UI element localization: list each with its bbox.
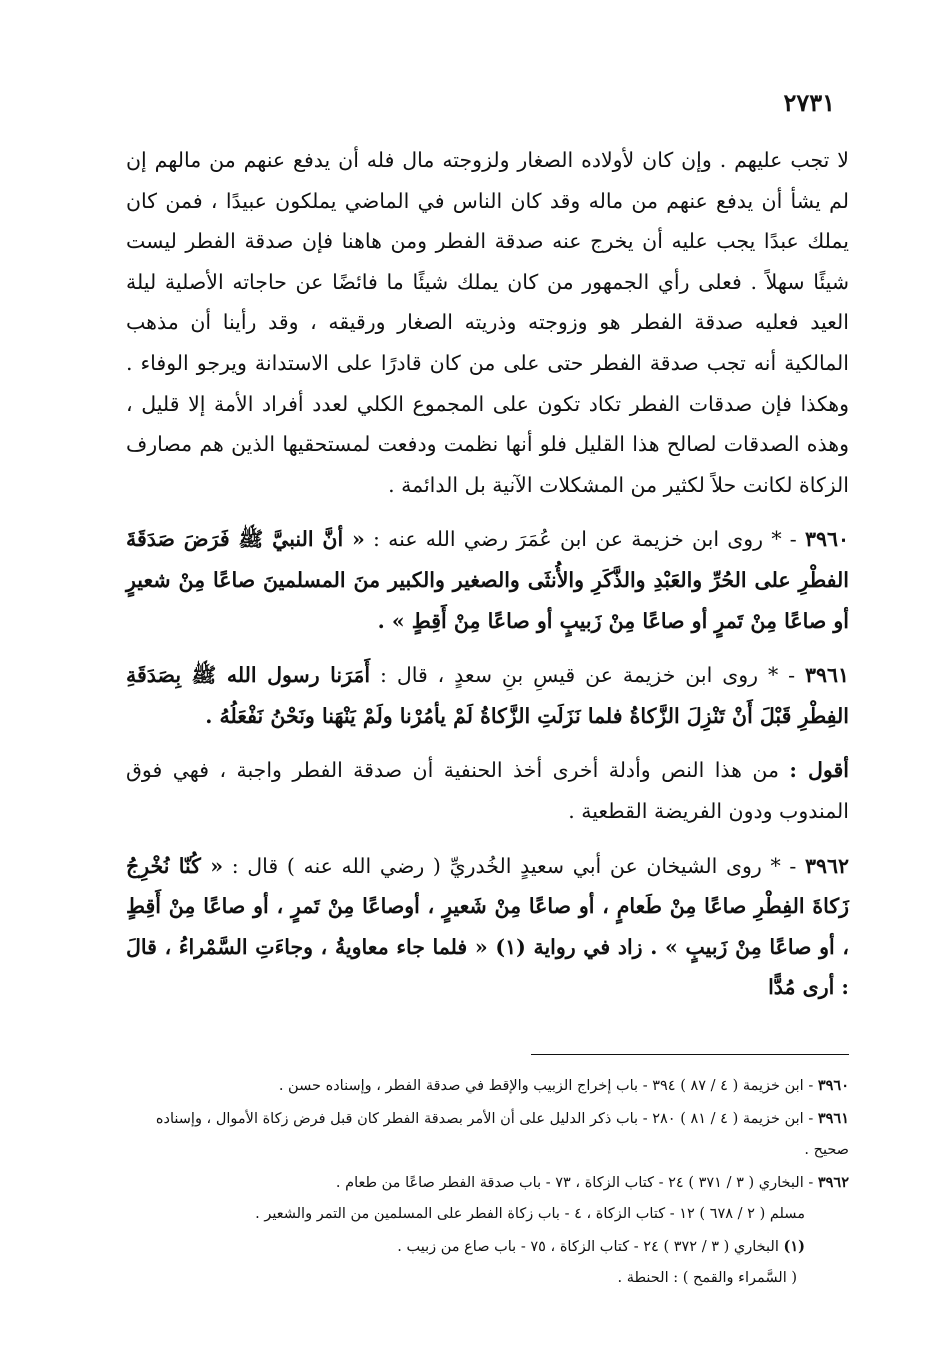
footnote-1 xyxy=(126,1231,849,1264)
footnote-text: البخاري ( ٣ / ٣٧٢ ) ٢٤ - كتاب الزكاة ، ٧٥ - باب صاع من زبيب . xyxy=(397,1238,779,1255)
hadith-number: ٣٩٦١ xyxy=(804,663,849,688)
hadith-quote: أَمَرَنا رسول الله ﷺ بِصَدَقَةِ الفِطْرِ قَبْلَ أَنْ تَنْزِلَ الزَّكاةُ فلما نَزَلَتِ الزَّكاةُ لَمْ يأمُرْنا ولَمْ يَنْهَنا ونَحْنُ نَفْعَلُهُ . xyxy=(126,663,849,728)
footnote-dash: - xyxy=(803,1110,814,1127)
hadith-number: ٣٩٦٠ xyxy=(804,527,849,552)
footnote-text: ابن خزيمة ( ٤ / ٨١ ) ٢٨٠ - باب ذكر الدليل على أن الأمر بصدقة الفطر كان قبل فرض زكاة الأموال ، وإسناده صحيح . xyxy=(155,1110,849,1158)
star-marker: - * xyxy=(758,663,796,688)
hadith-number: ٣٩٦٢ xyxy=(804,853,849,878)
hadith-3962 xyxy=(126,846,849,1008)
footnote-dash: - xyxy=(803,1174,814,1191)
star-marker: - * xyxy=(763,527,797,552)
commentary-heading: أقول : xyxy=(789,758,849,783)
footnote-divider xyxy=(531,1054,849,1055)
footnote-text: ( السَّمراء والقمح ) : الحنطة . xyxy=(617,1270,797,1286)
footnote-number: (١) xyxy=(783,1237,805,1255)
hadith-quote: « كُنّا نُخْرِجُ زَكاةَ الفِطْرِ صاعًا مِنْ طَعامٍ ، أو صاعًا مِنْ شَعيرٍ ، أوصاعًا مِنْ تَمرٍ ، أو صاعًا مِنْ أَقِطٍ ، أو صاعًا مِنْ زَبيبٍ » . زاد في رواية (١) « فلما جاء معاويةُ ، وجاءَتِ السَّمْراءُ ، قالَ : أرى مُدًّا xyxy=(126,853,850,1000)
page-number: ٢٧٣١ xyxy=(783,88,835,117)
footnote-3960 xyxy=(126,1070,849,1103)
hadith-quote: « أنَّ النبيَّ ﷺ فَرَضَ صَدَقَةَ الفطْرِ على الحُرِّ والعَبْدِ والذَّكَرِ والأُنثَى والصغير والكبير منَ المسلمينَ صاعًا مِنْ شعيرٍ أو صاعًا مِنْ تَمرٍ أو صاعًا مِنْ زَبيبٍ أو صاعًا مِنْ أَقِطٍ » . xyxy=(126,527,849,633)
hadith-3961 xyxy=(126,655,849,736)
footnote-number: ٣٩٦٠ xyxy=(817,1077,849,1094)
footnote-text: البخاري ( ٣ / ٣٧١ ) ٢٤ - كتاب الزكاة ، ٧٣ - باب صدقة الفطر صاعًا من طعام . xyxy=(335,1174,804,1191)
commentary-text: من هذا النص وأدلة أخرى أخذ الحنفية أن صدقة الفطر واجبة ، فهي فوق المندوب ودون الفريضة القطعية . xyxy=(126,758,849,823)
footnote-3962 xyxy=(126,1167,849,1200)
hadith-lead: روى الشيخان عن أبي سعيدٍ الخُدريِّ ( رضي الله عنه ) قال : xyxy=(231,853,762,878)
paragraph-intro xyxy=(126,140,849,505)
paragraph-text: لا تجب عليهم . وإن كان لأولاده الصغار ولزوجته مال فله أن يدفع عنهم من مالهم إن لم يشأ أن يدفع عنهم من ماله وقد كان الناس في الماضي يملكون عبيدًا ، فمن كان يملك عبدًا يجب عليه أن يخرج عنه صدقة الفطر ومن هاهنا فإن صدقة الفطر ليست شيئًا سهلاً . فعلى رأي الجمهور من كان يملك شيئًا ما فائضًا عن حاجاته الأصلية ليلة العيد فعليه صدقة الفطر هو وزوجته وذريته الصغار ورقيقه ، وقد رأينا أن مذهب المالكية أنه تجب صدقة الفطر حتى على من كان قادرًا على الاستدانة ويرجو الوفاء . وهكذا فإن صدقات الفطر تكاد تكون على المجموع الكلي لعدد أفراد الأمة إلا قليل ، وهذه الصدقات لصالح هذا القليل فلو أنها نظمت ودفعت لمستحقيها الذين هم مصارف الزكاة لكانت حلاً لكثير من المشكلات الآنية بل الدائمة . xyxy=(126,148,849,497)
main-text xyxy=(126,140,849,1022)
footnote-dash: - xyxy=(803,1078,814,1094)
footnote-text: مسلم ( ٢ / ٦٧٨ ) ١٢ - كتاب الزكاة ، ٤ - باب زكاة الفطر على المسلمين من التمر والشعير . xyxy=(255,1206,805,1222)
hadith-lead: روى ابن خزيمة عن قيسِ بنِ سعدٍ ، قال : xyxy=(380,663,759,688)
footnote-number: ٣٩٦٢ xyxy=(817,1173,849,1191)
footnote-3962-muslim xyxy=(126,1199,849,1231)
hadith-lead: روى ابن خزيمة عن ابن عُمَرَ رضي الله عنه : xyxy=(373,527,764,552)
footnote-number: ٣٩٦١ xyxy=(817,1109,849,1127)
footnote-gloss xyxy=(126,1263,849,1295)
footnotes xyxy=(126,1070,849,1295)
star-marker: - * xyxy=(761,853,797,878)
hadith-3960 xyxy=(126,519,849,641)
footnote-text: ابن خزيمة ( ٤ / ٨٧ ) ٣٩٤ - باب إخراج الزبيب والإقط في صدقة الفطر ، وإسناده حسن . xyxy=(278,1078,804,1094)
footnote-3961 xyxy=(126,1103,849,1167)
commentary-paragraph xyxy=(126,750,849,831)
